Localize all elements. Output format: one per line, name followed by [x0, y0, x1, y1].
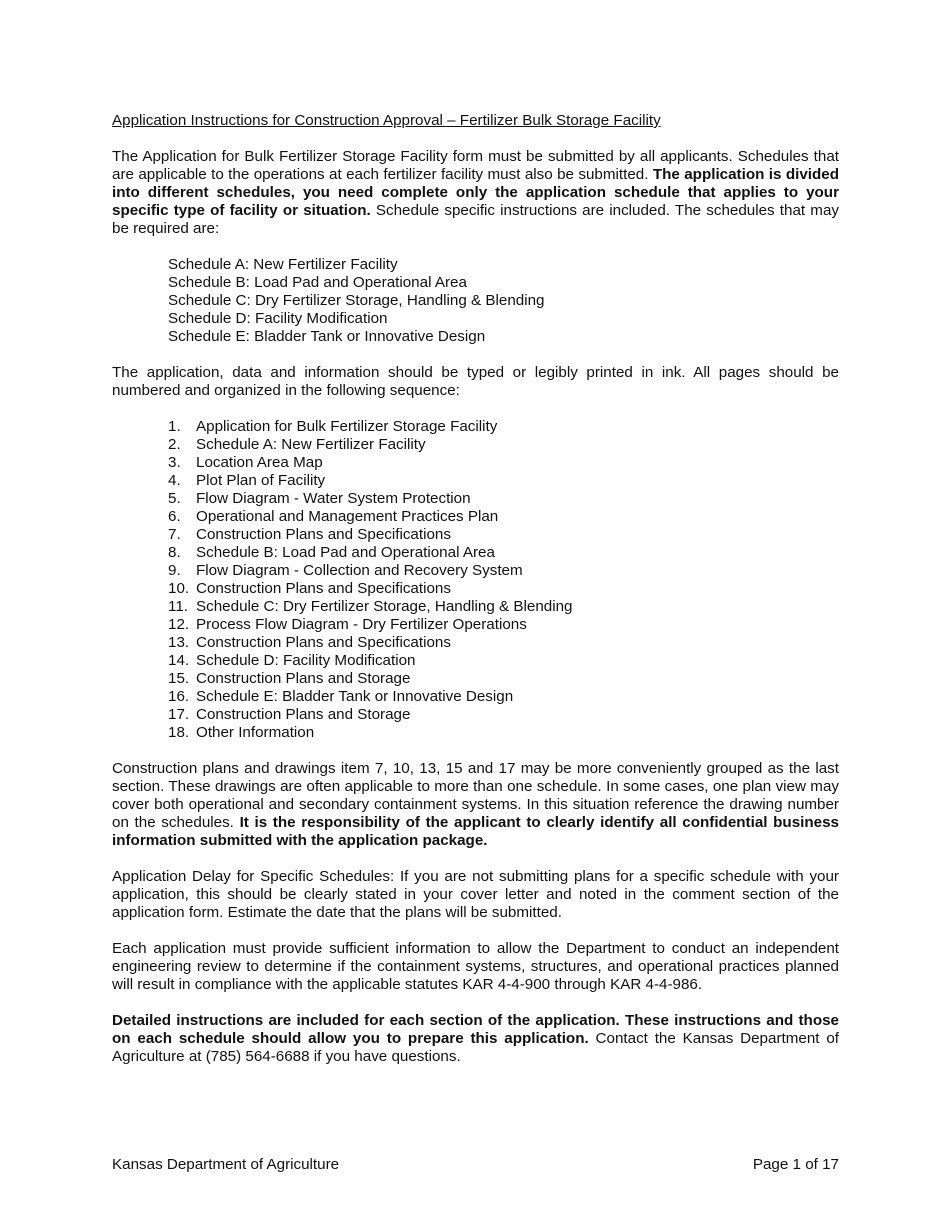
sequence-text: Process Flow Diagram - Dry Fertilizer Operations: [196, 616, 527, 633]
sequence-number: 11.: [168, 598, 188, 615]
sequence-number: 17.: [168, 706, 190, 723]
sequence-text: Schedule C: Dry Fertilizer Storage, Handling & Blending: [196, 598, 573, 615]
sequence-number: 8.: [168, 544, 181, 561]
sequence-text: Application for Bulk Fertilizer Storage Facility: [196, 418, 498, 435]
sequence-item: [168, 490, 839, 508]
document-page: [112, 112, 839, 1084]
sequence-number: 10.: [168, 580, 190, 597]
sequence-text: Construction Plans and Specifications: [196, 634, 451, 651]
sequence-number: 1.: [168, 418, 181, 435]
sequence-number: 13.: [168, 634, 190, 651]
sequence-item: [168, 526, 839, 544]
sequence-item: [168, 616, 839, 634]
sequence-item: [168, 580, 839, 598]
schedule-item: Schedule C: Dry Fertilizer Storage, Handling & Blending: [168, 292, 545, 309]
schedule-item: Schedule D: Facility Modification: [168, 310, 388, 327]
document-title: Application Instructions for Construction Approval – Fertilizer Bulk Storage Facility: [112, 112, 661, 129]
sequence-item: [168, 634, 839, 652]
footer-page-number: Page 1 of 17: [752, 1156, 839, 1173]
sequence-item: [168, 544, 839, 562]
construction-text: Construction plans and drawings item 7, 10, 13, 15 and 17 may be more conveniently grouped as the last section. These drawings are often applicable to more than one schedule. In some cases, one plan view may cover both operational and secondary containment systems. In this situation reference the drawing number on the schedules.: [112, 760, 839, 831]
sequence-text: Other Information: [196, 724, 315, 741]
closing-bold: Detailed instructions are included for each section of the application. These instructions and those on each schedule should allow you to prepare this application.: [112, 1012, 839, 1047]
footer-agency: Kansas Department of Agriculture: [112, 1156, 340, 1173]
sequence-number: 3.: [168, 454, 181, 471]
sequence-intro: The application, data and information should be typed or legibly printed in ink. All pages should be numbered and organized in the following sequence:: [112, 364, 839, 399]
sequence-text: Construction Plans and Specifications: [196, 580, 451, 597]
sequence-number: 2.: [168, 436, 181, 453]
sequence-number: 9.: [168, 562, 181, 579]
sequence-text: Flow Diagram - Water System Protection: [196, 490, 471, 507]
sequence-item: [168, 670, 839, 688]
sequence-item: [168, 598, 839, 616]
sequence-text: Plot Plan of Facility: [196, 472, 326, 489]
sequence-number: 7.: [168, 526, 181, 543]
delay-paragraph: Application Delay for Specific Schedules: If you are not submitting plans for a specific schedule with your application, this should be clearly stated in your cover letter and noted in the comment section of the application form. Estimate the date that the plans will be submitted.: [112, 868, 839, 921]
sequence-number: 15.: [168, 670, 190, 687]
sequence-number: 6.: [168, 508, 181, 525]
sequence-text: Operational and Management Practices Plan: [196, 508, 499, 525]
review-paragraph: Each application must provide sufficient information to allow the Department to conduct an independent engineering review to determine if the containment systems, structures, and operational practices planned will result in compliance with the applicable statutes KAR 4-4-900 through KAR 4-4-986.: [112, 940, 839, 993]
sequence-text: Schedule E: Bladder Tank or Innovative Design: [196, 688, 514, 705]
intro-text-2: Schedule specific instructions are included. The schedules that may be required are:: [112, 202, 839, 237]
sequence-item: [168, 472, 839, 490]
sequence-text: Flow Diagram - Collection and Recovery System: [196, 562, 523, 579]
sequence-number: 18.: [168, 724, 190, 741]
construction-bold: It is the responsibility of the applicant to clearly identify all confidential business information submitted with the application package.: [112, 814, 839, 849]
sequence-list: [168, 418, 839, 742]
sequence-text: Schedule D: Facility Modification: [196, 652, 416, 669]
sequence-text: Construction Plans and Storage: [196, 670, 411, 687]
sequence-item: [168, 454, 839, 472]
sequence-item: [168, 418, 839, 436]
sequence-item: [168, 652, 839, 670]
sequence-text: Location Area Map: [196, 454, 323, 471]
sequence-text: Construction Plans and Specifications: [196, 526, 451, 543]
sequence-item: [168, 508, 839, 526]
sequence-item: [168, 436, 839, 454]
closing-paragraph: [112, 1012, 839, 1066]
sequence-number: 4.: [168, 472, 181, 489]
sequence-text: Construction Plans and Storage: [196, 706, 411, 723]
sequence-text: Schedule B: Load Pad and Operational Area: [196, 544, 495, 561]
schedule-item: Schedule A: New Fertilizer Facility: [168, 256, 398, 273]
construction-paragraph: [112, 760, 839, 850]
schedule-list: [168, 256, 839, 346]
intro-text-1: The Application for Bulk Fertilizer Storage Facility form must be submitted by all applicants. Schedules that are applicable to the operations at each fertilizer facility must also be submitted.: [112, 148, 839, 183]
sequence-item: [168, 562, 839, 580]
sequence-item: [168, 688, 839, 706]
schedule-item: Schedule B: Load Pad and Operational Area: [168, 274, 467, 291]
intro-bold: The application is divided into different schedules, you need complete only the application schedule that applies to your specific type of facility or situation.: [112, 166, 839, 219]
intro-paragraph: [112, 148, 839, 238]
page-footer: [112, 1156, 839, 1174]
sequence-number: 16.: [168, 688, 190, 705]
schedule-item: Schedule E: Bladder Tank or Innovative Design: [168, 328, 486, 345]
sequence-text: Schedule A: New Fertilizer Facility: [196, 436, 426, 453]
sequence-number: 5.: [168, 490, 181, 507]
sequence-item: [168, 706, 839, 724]
sequence-item: [168, 724, 839, 742]
closing-text: Contact the Kansas Department of Agriculture at (785) 564-6688 if you have questions.: [112, 1030, 839, 1065]
sequence-number: 12.: [168, 616, 190, 633]
sequence-number: 14.: [168, 652, 190, 669]
